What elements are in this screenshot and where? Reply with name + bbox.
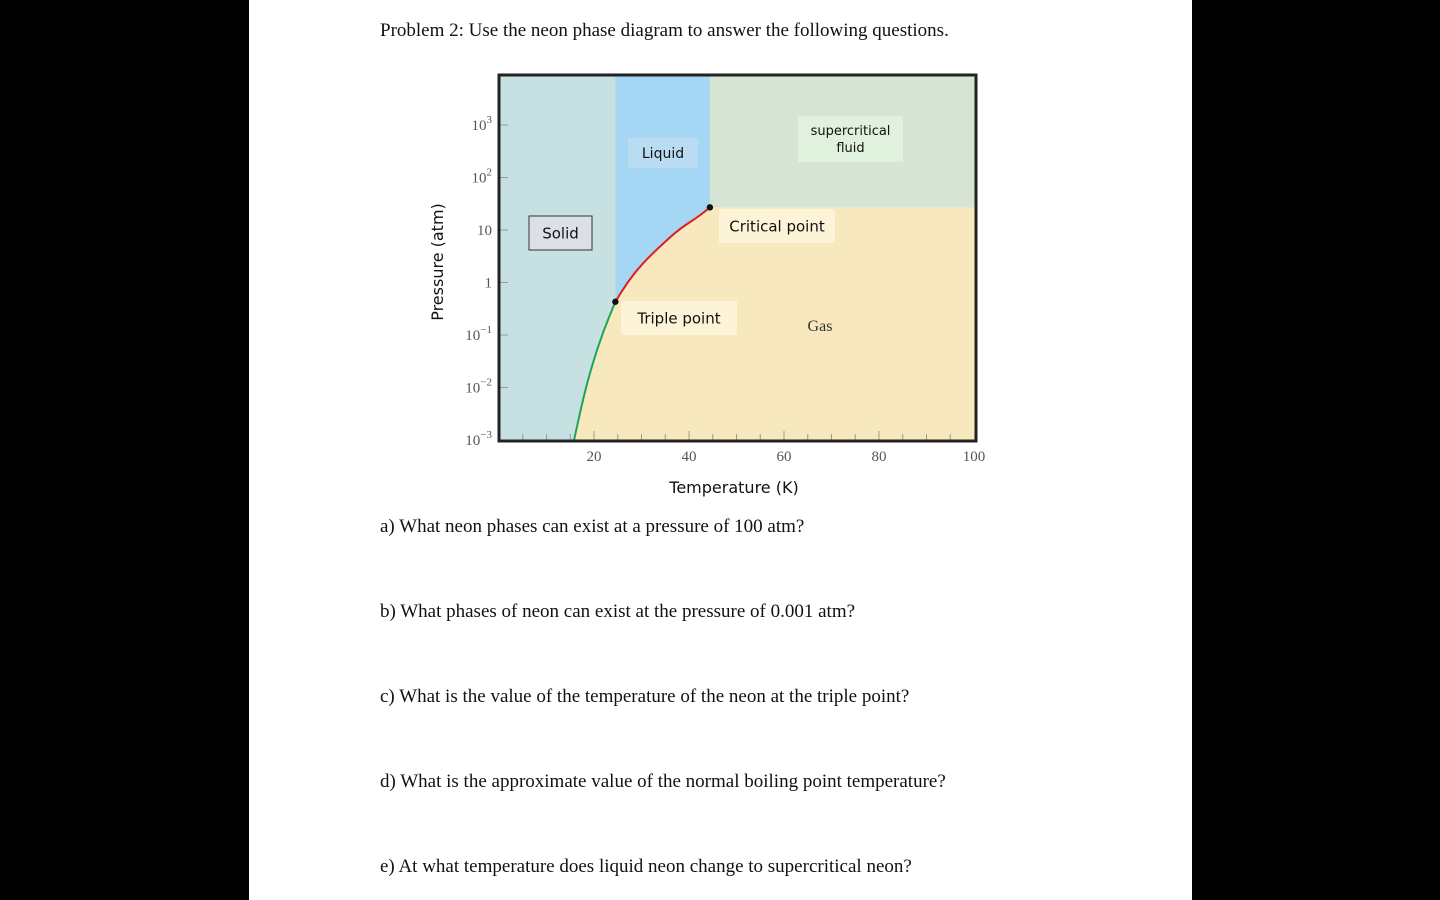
y-tick-exponent: 2 — [486, 166, 492, 179]
x-tick-label: 20 — [586, 449, 602, 465]
question-b: b) What phases of neon can exist at the pressure of 0.001 atm? — [380, 601, 856, 622]
x-tick-label: 60 — [776, 449, 792, 465]
y-tick-exponent: 3 — [486, 114, 492, 126]
critical-point-marker — [707, 204, 713, 210]
y-tick-exponent: −1 — [480, 324, 492, 336]
solid-label: Solid — [542, 224, 579, 243]
x-axis-label: Temperature (K) — [669, 478, 799, 497]
question-e: e) At what temperature does liquid neon change to supercritical neon? — [380, 856, 912, 877]
y-tick-label: $10^{-3}$ — [465, 429, 492, 449]
triple-point-marker — [612, 299, 618, 305]
y-tick-label: $10^2$ — [471, 166, 492, 187]
y-tick-exponent: −2 — [480, 376, 492, 389]
triple-point-label: Triple point — [637, 309, 721, 328]
critical-point-label: Critical point — [729, 217, 825, 236]
liquid-label: Liquid — [641, 145, 685, 162]
y-tick-label: 10 — [477, 223, 492, 239]
y-tick-label: $10^3$ — [471, 114, 492, 134]
phase-diagram — [249, 0, 1192, 510]
question-d: d) What is the approximate value of the normal boiling point temperature? — [380, 771, 946, 792]
gas-label: Gas — [807, 318, 833, 335]
question-a: a) What neon phases can exist at a pressure of 100 atm? — [380, 516, 805, 537]
y-tick-label: $10^{-1}$ — [465, 324, 492, 344]
y-tick-label: 1 — [484, 275, 492, 292]
problem-heading: Problem 2: Use the neon phase diagram to answer the following questions. — [380, 20, 949, 41]
x-tick-label: 80 — [871, 449, 887, 465]
question-c: c) What is the value of the temperature of the neon at the triple point? — [380, 686, 910, 707]
y-tick-label: $10^{-2}$ — [465, 376, 492, 397]
supercritical-label: supercritical — [810, 124, 891, 140]
x-tick-label: 40 — [681, 449, 697, 465]
y-tick-exponent: −3 — [480, 429, 492, 441]
y-axis-label: Pressure (atm) — [428, 203, 447, 321]
x-tick-label: 100 — [962, 449, 986, 465]
supercritical-label: fluid — [836, 141, 865, 157]
document-page — [249, 0, 1192, 900]
